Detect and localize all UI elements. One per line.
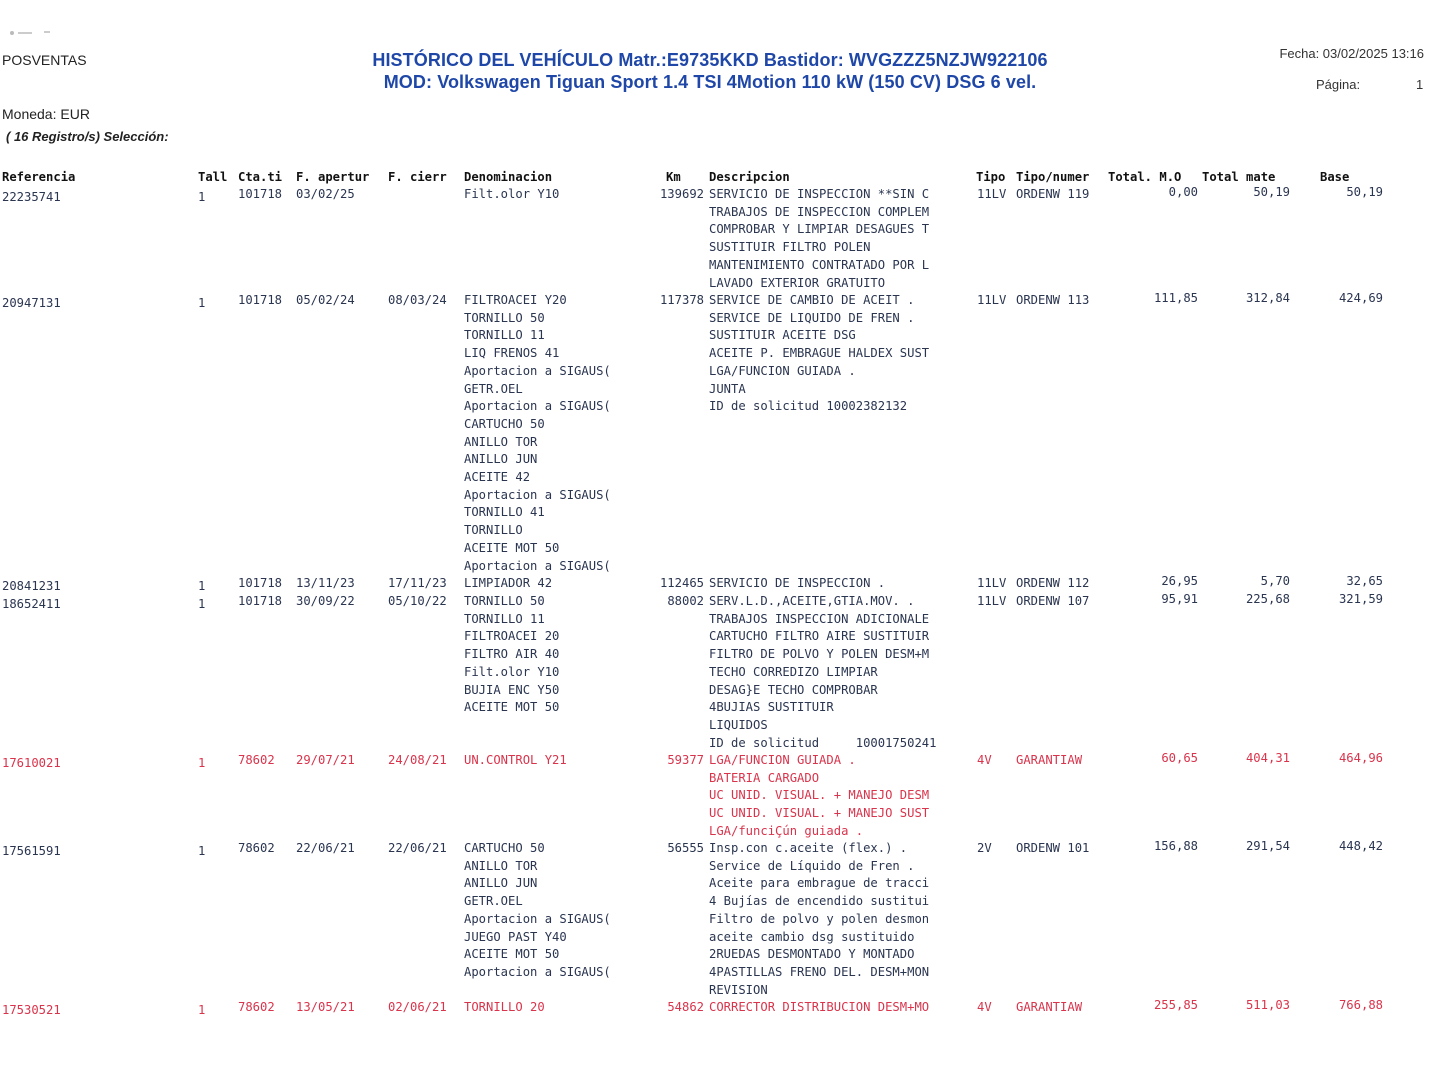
cell-total-mo: 156,88 (1153, 839, 1198, 853)
cell-descripcion: SUSTITUIR FILTRO POLEN (709, 240, 871, 255)
cell-descripcion: SERVICE DE CAMBIO DE ACEIT . (709, 293, 915, 307)
col-base: Base (1320, 170, 1350, 184)
cell-tall: 1 (198, 844, 206, 858)
cell-descripcion: LGA/FUNCION GUIADA . (709, 753, 856, 767)
cell-cta: 78602 (238, 841, 275, 855)
cell-tipo-num: ORDENW 119 (1016, 187, 1090, 201)
cell-denominacion: ANILLO TOR (464, 858, 538, 873)
cell-tipo-num: GARANTIAW (1016, 1000, 1083, 1014)
col-tipo: Tipo (976, 170, 1006, 184)
cell-total-mat: 291,54 (1245, 839, 1290, 853)
cell-denominacion: ACEITE MOT 50 (464, 540, 560, 555)
cell-base: 464,96 (1338, 751, 1383, 765)
cell-base: 321,59 (1338, 592, 1383, 606)
cell-km: 88002 (667, 594, 704, 608)
cell-denominacion: Aportacion a SIGAUS( (464, 911, 611, 926)
col-cierre: F. cierr (388, 170, 447, 184)
cell-apertura: 13/05/21 (296, 1000, 355, 1014)
cell-descripcion: BATERIA CARGADO (709, 770, 820, 785)
cell-denominacion: TORNILLO 50 (464, 310, 545, 325)
cell-tipo-num: ORDENW 107 (1016, 594, 1090, 608)
cell-denominacion: BUJIA ENC Y50 (464, 682, 560, 697)
cell-denominacion: FILTROACEI 20 (464, 629, 560, 644)
cell-km: 112465 (659, 576, 704, 590)
page-number: 1 (1416, 77, 1424, 92)
col-descripcion: Descripcion (709, 170, 790, 184)
cell-total-mat: 511,03 (1245, 998, 1290, 1012)
cell-tall: 1 (198, 1003, 206, 1017)
cell-base: 448,42 (1338, 839, 1383, 853)
cell-descripcion: 4BUJIAS SUSTITUIR (709, 700, 834, 715)
col-total-mo: Total. M.O (1108, 170, 1182, 184)
cell-cierre: 22/06/21 (388, 841, 447, 855)
col-denominacion: Denominacion (464, 170, 553, 184)
cell-cta: 78602 (238, 1000, 275, 1014)
cell-referencia: 17610021 (2, 756, 61, 770)
cell-referencia: 18652411 (2, 597, 61, 611)
cell-descripcion: JUNTA (709, 381, 746, 396)
cell-cierre: 24/08/21 (388, 753, 447, 767)
cell-descripcion: ACEITE P. EMBRAGUE HALDEX SUST (709, 346, 930, 361)
cell-denominacion: TORNILLO 41 (464, 505, 545, 520)
cell-total-mat: 5,70 (1260, 574, 1290, 588)
cell-descripcion: ID de solicitud 10001750241 (709, 735, 937, 750)
cell-tall: 1 (198, 579, 206, 593)
cell-total-mo: 255,85 (1153, 998, 1198, 1012)
cell-km: 59377 (667, 753, 704, 767)
cell-descripcion: LIQUIDOS (709, 717, 768, 732)
cell-descripcion: DESAG}E TECHO COMPROBAR (709, 682, 878, 697)
cell-descripcion: SERV.L.D.,ACEITE,GTIA.MOV. . (709, 594, 915, 608)
cell-cierre: 05/10/22 (388, 594, 447, 608)
cell-denominacion: TORNILLO 11 (464, 611, 545, 626)
cell-total-mat: 225,68 (1245, 592, 1290, 606)
cell-descripcion: UC UNID. VISUAL. + MANEJO DESM (709, 788, 930, 803)
cell-denominacion: TORNILLO 50 (464, 594, 545, 608)
cell-denominacion: Filt.olor Y10 (464, 664, 560, 679)
cell-total-mo: 0,00 (1168, 185, 1198, 199)
cell-denominacion: Filt.olor Y10 (464, 187, 560, 201)
cell-descripcion: 2RUEDAS DESMONTADO Y MONTADO (709, 947, 915, 962)
cell-descripcion: FILTRO DE POLVO Y POLEN DESM+M (709, 647, 930, 662)
cell-base: 766,88 (1338, 998, 1383, 1012)
cell-tipo-num: ORDENW 113 (1016, 293, 1090, 307)
cell-denominacion: Aportacion a SIGAUS( (464, 487, 611, 502)
cell-cta: 101718 (238, 576, 283, 590)
cell-cta: 101718 (238, 187, 283, 201)
currency: Moneda: EUR (2, 106, 90, 122)
cell-total-mo: 95,91 (1161, 592, 1198, 606)
col-tipo-num: Tipo/numer (1016, 170, 1090, 184)
cell-descripcion: 4 Bujías de encendido sustitui (709, 894, 930, 909)
print-date: Fecha: 03/02/2025 13:16 (1279, 46, 1424, 61)
cell-descripcion: COMPROBAR Y LIMPIAR DESAGUES T (709, 222, 930, 237)
cell-tipo: 4V (977, 1000, 992, 1014)
cell-descripcion: MANTENIMIENTO CONTRATADO POR L (709, 257, 930, 272)
cell-descripcion: TRABAJOS INSPECCION ADICIONALE (709, 611, 930, 626)
cell-referencia: 17530521 (2, 1003, 61, 1017)
cell-km: 56555 (667, 841, 704, 855)
col-tall: Tall (198, 170, 228, 184)
cell-descripcion: CORRECTOR DISTRIBUCION DESM+MO (709, 1000, 930, 1014)
cell-referencia: 22235741 (2, 190, 61, 204)
cell-tipo: 11LV (977, 576, 1007, 590)
cell-descripcion: LGA/funciÇún guiada . (709, 823, 864, 838)
cell-referencia: 20841231 (2, 579, 61, 593)
cell-denominacion: Aportacion a SIGAUS( (464, 964, 611, 979)
cell-total-mo: 60,65 (1161, 751, 1198, 765)
cell-tipo: 11LV (977, 187, 1007, 201)
cell-total-mo: 111,85 (1153, 291, 1198, 305)
cell-denominacion: ANILLO JUN (464, 452, 538, 467)
cell-total-mat: 404,31 (1245, 751, 1290, 765)
cell-denominacion: LIMPIADOR 42 (464, 576, 553, 590)
cell-cta: 78602 (238, 753, 275, 767)
cell-denominacion: Aportacion a SIGAUS( (464, 399, 611, 414)
cell-cta: 101718 (238, 293, 283, 307)
cell-descripcion: Insp.con c.aceite (flex.) . (709, 841, 908, 855)
cell-descripcion: Filtro de polvo y polen desmon (709, 911, 930, 926)
cell-total-mat: 50,19 (1253, 185, 1290, 199)
col-referencia: Referencia (2, 170, 76, 184)
cell-tipo-num: ORDENW 101 (1016, 841, 1090, 855)
cell-denominacion: Aportacion a SIGAUS( (464, 363, 611, 378)
cell-descripcion: SERVICIO DE INSPECCION **SIN C (709, 187, 930, 201)
cell-denominacion: ANILLO JUN (464, 876, 538, 891)
cell-descripcion: SERVICIO DE INSPECCION . (709, 576, 886, 590)
cell-apertura: 30/09/22 (296, 594, 355, 608)
col-cta: Cta.ti (238, 170, 283, 184)
cell-cierre: 08/03/24 (388, 293, 447, 307)
cell-denominacion: FILTRO AIR 40 (464, 647, 560, 662)
cell-descripcion: Service de Líquido de Fren . (709, 858, 915, 873)
cell-tall: 1 (198, 190, 206, 204)
cell-tall: 1 (198, 597, 206, 611)
cell-descripcion: ID de solicitud 10002382132 (709, 399, 908, 414)
cell-km: 117378 (659, 293, 704, 307)
col-total-mat: Total mate (1202, 170, 1276, 184)
cell-apertura: 03/02/25 (296, 187, 355, 201)
cell-cta: 101718 (238, 594, 283, 608)
cell-tipo: 11LV (977, 293, 1007, 307)
cell-cierre: 17/11/23 (388, 576, 447, 590)
cell-km: 139692 (659, 187, 704, 201)
company-logo (4, 24, 62, 42)
cell-tall: 1 (198, 756, 206, 770)
cell-descripcion: TECHO CORREDIZO LIMPIAR (709, 664, 878, 679)
cell-descripcion: SUSTITUIR ACEITE DSG (709, 328, 856, 343)
cell-km: 54862 (667, 1000, 704, 1014)
cell-apertura: 29/07/21 (296, 753, 355, 767)
cell-base: 50,19 (1346, 185, 1383, 199)
cell-denominacion: GETR.OEL (464, 381, 523, 396)
cell-referencia: 20947131 (2, 296, 61, 310)
cell-descripcion: aceite cambio dsg sustituido (709, 929, 915, 944)
cell-tipo-num: GARANTIAW (1016, 753, 1083, 767)
cell-apertura: 22/06/21 (296, 841, 355, 855)
cell-total-mo: 26,95 (1161, 574, 1198, 588)
cell-descripcion: Aceite para embrague de tracci (709, 876, 930, 891)
cell-denominacion: TORNILLO 20 (464, 1000, 545, 1014)
cell-apertura: 05/02/24 (296, 293, 355, 307)
cell-descripcion: LAVADO EXTERIOR GRATUITO (709, 275, 886, 290)
cell-cierre: 02/06/21 (388, 1000, 447, 1014)
cell-base: 424,69 (1338, 291, 1383, 305)
cell-denominacion: ANILLO TOR (464, 434, 538, 449)
cell-tipo: 2V (977, 841, 992, 855)
cell-tall: 1 (198, 296, 206, 310)
cell-denominacion: UN.CONTROL Y21 (464, 753, 567, 767)
cell-descripcion: REVISION (709, 982, 768, 997)
col-apertura: F. apertur (296, 170, 370, 184)
vehicle-model: MOD: Volkswagen Tiguan Sport 1.4 TSI 4Motion 110 kW (150 CV) DSG 6 vel. (383, 72, 1037, 92)
cell-descripcion: SERVICE DE LIQUIDO DE FREN . (709, 310, 915, 325)
selection-count: ( 16 Registro/s) Selección: (6, 129, 169, 144)
cell-apertura: 13/11/23 (296, 576, 355, 590)
col-km: Km (666, 170, 681, 184)
cell-descripcion: 4PASTILLAS FRENO DEL. DESM+MON (709, 964, 930, 979)
cell-tipo: 4V (977, 753, 992, 767)
cell-denominacion: JUEGO PAST Y40 (464, 929, 567, 944)
cell-descripcion: TRABAJOS DE INSPECCION COMPLEM (709, 204, 930, 219)
cell-denominacion: CARTUCHO 50 (464, 841, 545, 855)
cell-tipo-num: ORDENW 112 (1016, 576, 1090, 590)
cell-denominacion: ACEITE MOT 50 (464, 700, 560, 715)
cell-denominacion: ACEITE MOT 50 (464, 947, 560, 962)
cell-descripcion: LGA/FUNCION GUIADA . (709, 363, 856, 378)
cell-descripcion: UC UNID. VISUAL. + MANEJO SUST (709, 806, 930, 821)
cell-referencia: 17561591 (2, 844, 61, 858)
cell-denominacion: TORNILLO 11 (464, 328, 545, 343)
cell-denominacion: TORNILLO (464, 523, 523, 538)
cell-base: 32,65 (1346, 574, 1383, 588)
cell-denominacion: ACEITE 42 (464, 470, 531, 484)
cell-denominacion: GETR.OEL (464, 894, 523, 909)
cell-denominacion: FILTROACEI Y20 (464, 293, 567, 307)
page-label: Página: (1316, 77, 1361, 92)
cell-tipo: 11LV (977, 594, 1007, 608)
cell-descripcion: CARTUCHO FILTRO AIRE SUSTITUIR (709, 629, 930, 644)
page-title: HISTÓRICO DEL VEHÍCULO Matr.:E9735KKD Bastidor: WVGZZZ5NZJW922106 (372, 50, 1048, 70)
company-name: POSVENTAS (2, 52, 87, 68)
cell-denominacion: LIQ FRENOS 41 (464, 346, 560, 361)
cell-denominacion: CARTUCHO 50 (464, 416, 545, 431)
cell-denominacion: Aportacion a SIGAUS( (464, 558, 611, 573)
cell-total-mat: 312,84 (1245, 291, 1290, 305)
